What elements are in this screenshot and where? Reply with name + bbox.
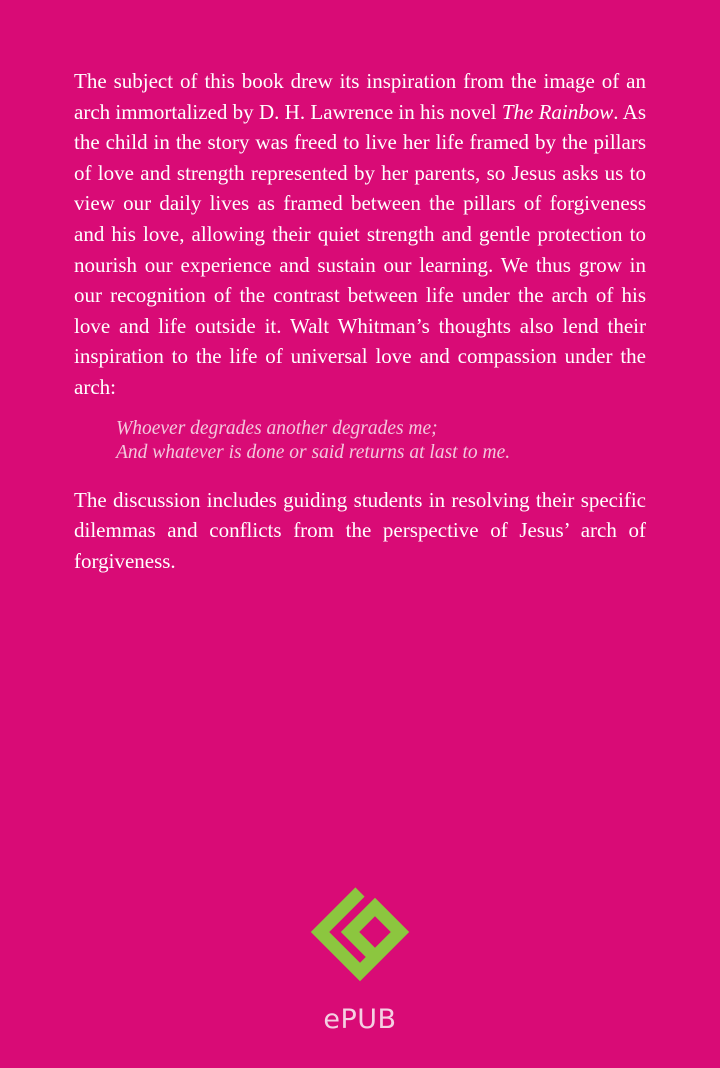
epub-label: ePUB [323, 1004, 397, 1035]
whitman-quote [116, 417, 646, 465]
paragraph-1-start: The subject of this book drew its inspiration from the image of an arch immortalized by D. H. Lawrence in his novel [74, 69, 646, 124]
epub-logo-icon [305, 880, 415, 990]
novel-title: The Rainbow [501, 99, 614, 124]
quote-line-2: And whatever is done or said returns at last to me. [116, 441, 511, 463]
epub-logo [300, 880, 420, 1035]
description-text [74, 66, 646, 576]
paragraph-2: The discussion includes guiding students in resolving their specific dilemmas and conflicts from the perspective of Jesus’ arch of forgiveness. [74, 487, 646, 573]
paragraph-1 [74, 66, 646, 403]
quote-line-1: Whoever degrades another degrades me; [116, 417, 438, 439]
paragraph-1-end: . As the child in the story was freed to live her life framed by the pillars of love and strength represented by her parents, so Jesus asks us to view our daily lives as framed between the pillars of forgiveness and his love, allowing their quiet strength and gentle protection to nourish our experience and sustain our learning. We thus grow in our recognition of the contrast between life under the arch of his love and life outside it. Walt Whitman’s thoughts also lend their inspiration to the life of universal love and compassion under the arch: [74, 99, 647, 399]
